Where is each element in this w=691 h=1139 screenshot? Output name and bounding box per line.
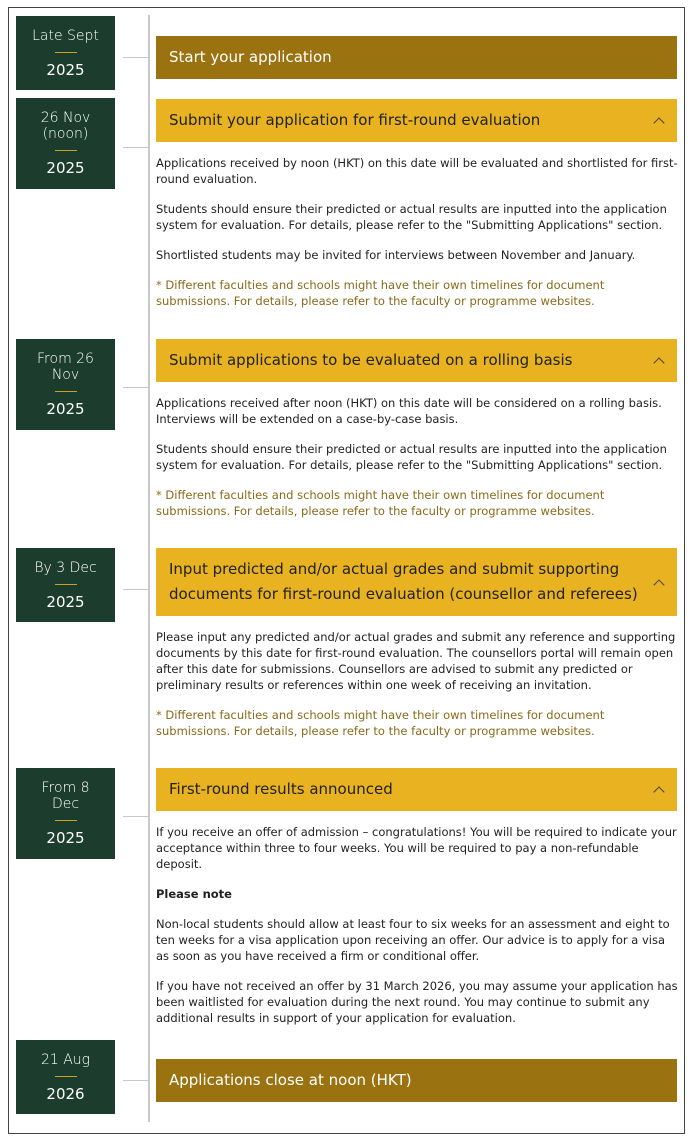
connector <box>123 57 148 58</box>
paragraph: Please input any predicted and/or actual grades and submit any reference and supporting documents by this date for first-round evaluation. The counsellors portal will remain open after this date for submissions. Counsellors are advised to submit any predicted or preliminary results or references within one week of receiving an invitation. <box>156 630 676 692</box>
date-label: 26 Nov (noon) <box>40 110 91 142</box>
date-year: 2025 <box>46 400 85 418</box>
date-divider <box>55 150 77 151</box>
accordion-header[interactable] <box>156 768 677 811</box>
date-label: By 3 Dec <box>34 560 97 576</box>
date-badge <box>16 1040 115 1114</box>
timeline-note: * Different faculties and schools might have their own timelines for document submissions. For details, please refer to the faculty or programme websites. <box>156 488 605 518</box>
connector <box>123 589 148 590</box>
chevron-up-icon[interactable] <box>653 357 664 368</box>
date-label: 21 Aug <box>40 1052 91 1068</box>
chevron-up-icon[interactable] <box>653 786 664 797</box>
chevron-up-icon[interactable] <box>653 579 664 590</box>
accordion-title: First-round results announced <box>169 780 393 798</box>
paragraph: Non-local students should allow at least four to six weeks for an assessment and eight to ten weeks for a visa application upon receiving an offer. Our advice is to apply for a visa as soon as you have received a firm or conditional offer. <box>156 917 670 963</box>
date-badge <box>16 339 115 430</box>
date-badge <box>16 768 115 859</box>
date-year: 2025 <box>46 61 85 79</box>
date-divider <box>55 391 77 392</box>
date-divider <box>55 584 77 585</box>
date-divider <box>55 1076 77 1077</box>
paragraph: Shortlisted students may be invited for interviews between November and January. <box>156 248 636 262</box>
paragraph: If you receive an offer of admission – congratulations! You will be required to indicate your acceptance within three to four weeks. You will be required to pay a non-refundable deposit. <box>156 825 677 871</box>
timeline-note: * Different faculties and schools might have their own timelines for document submissions. For details, please refer to the faculty or programme websites. <box>156 278 605 308</box>
date-year: 2026 <box>46 1085 85 1103</box>
date-year: 2025 <box>46 159 85 177</box>
date-badge <box>16 98 115 189</box>
paragraph: Students should ensure their predicted or actual results are inputted into the application system for evaluation. For details, please refer to the "Submitting Applications" section. <box>156 202 667 232</box>
date-label: Late Sept <box>32 28 99 44</box>
note-heading: Please note <box>156 887 232 901</box>
accordion-content <box>156 629 678 753</box>
date-divider <box>55 820 77 821</box>
connector <box>123 816 148 817</box>
timeline-note: * Different faculties and schools might have their own timelines for document submissions. For details, please refer to the faculty or programme websites. <box>156 708 605 738</box>
accordion-title: Submit your application for first-round evaluation <box>169 111 541 129</box>
connector <box>123 387 148 388</box>
paragraph: If you have not received an offer by 31 March 2026, you may assume your application has been waitlisted for evaluation during the next round. You may continue to submit any additional results in support of your application for evaluation. <box>156 979 678 1025</box>
accordion-content <box>156 155 678 323</box>
paragraph: Applications received after noon (HKT) on this date will be considered on a rolling basis. Interviews will be extended on a case-by-case basis. <box>156 396 662 426</box>
date-badge <box>16 548 115 622</box>
connector <box>123 147 148 148</box>
paragraph: Applications received by noon (HKT) on this date will be evaluated and shortlisted for first-round evaluation. <box>156 156 678 186</box>
milestone-title: Applications close at noon (HKT) <box>169 1071 412 1089</box>
accordion-title: Input predicted and/or actual grades and submit supporting documents for first-round evaluation (counsellor and referees) <box>169 560 638 603</box>
paragraph: Students should ensure their predicted or actual results are inputted into the application system for evaluation. For details, please refer to the "Submitting Applications" section. <box>156 442 667 472</box>
accordion-header[interactable] <box>156 339 677 382</box>
chevron-up-icon[interactable] <box>653 117 664 128</box>
accordion-header[interactable] <box>156 99 677 142</box>
accordion-title: Submit applications to be evaluated on a rolling basis <box>169 351 573 369</box>
timeline-line <box>148 15 150 1122</box>
milestone-header[interactable] <box>156 1059 677 1102</box>
milestone-header[interactable] <box>156 36 677 79</box>
accordion-header[interactable] <box>156 548 677 616</box>
date-label: From 26 Nov <box>37 351 94 383</box>
date-label: From 8 Dec <box>41 780 90 812</box>
date-divider <box>55 52 77 53</box>
date-year: 2025 <box>46 593 85 611</box>
accordion-content <box>156 824 678 1040</box>
date-badge <box>16 16 115 90</box>
accordion-content <box>156 395 678 533</box>
date-year: 2025 <box>46 829 85 847</box>
connector <box>123 1080 148 1081</box>
milestone-title: Start your application <box>169 48 332 66</box>
